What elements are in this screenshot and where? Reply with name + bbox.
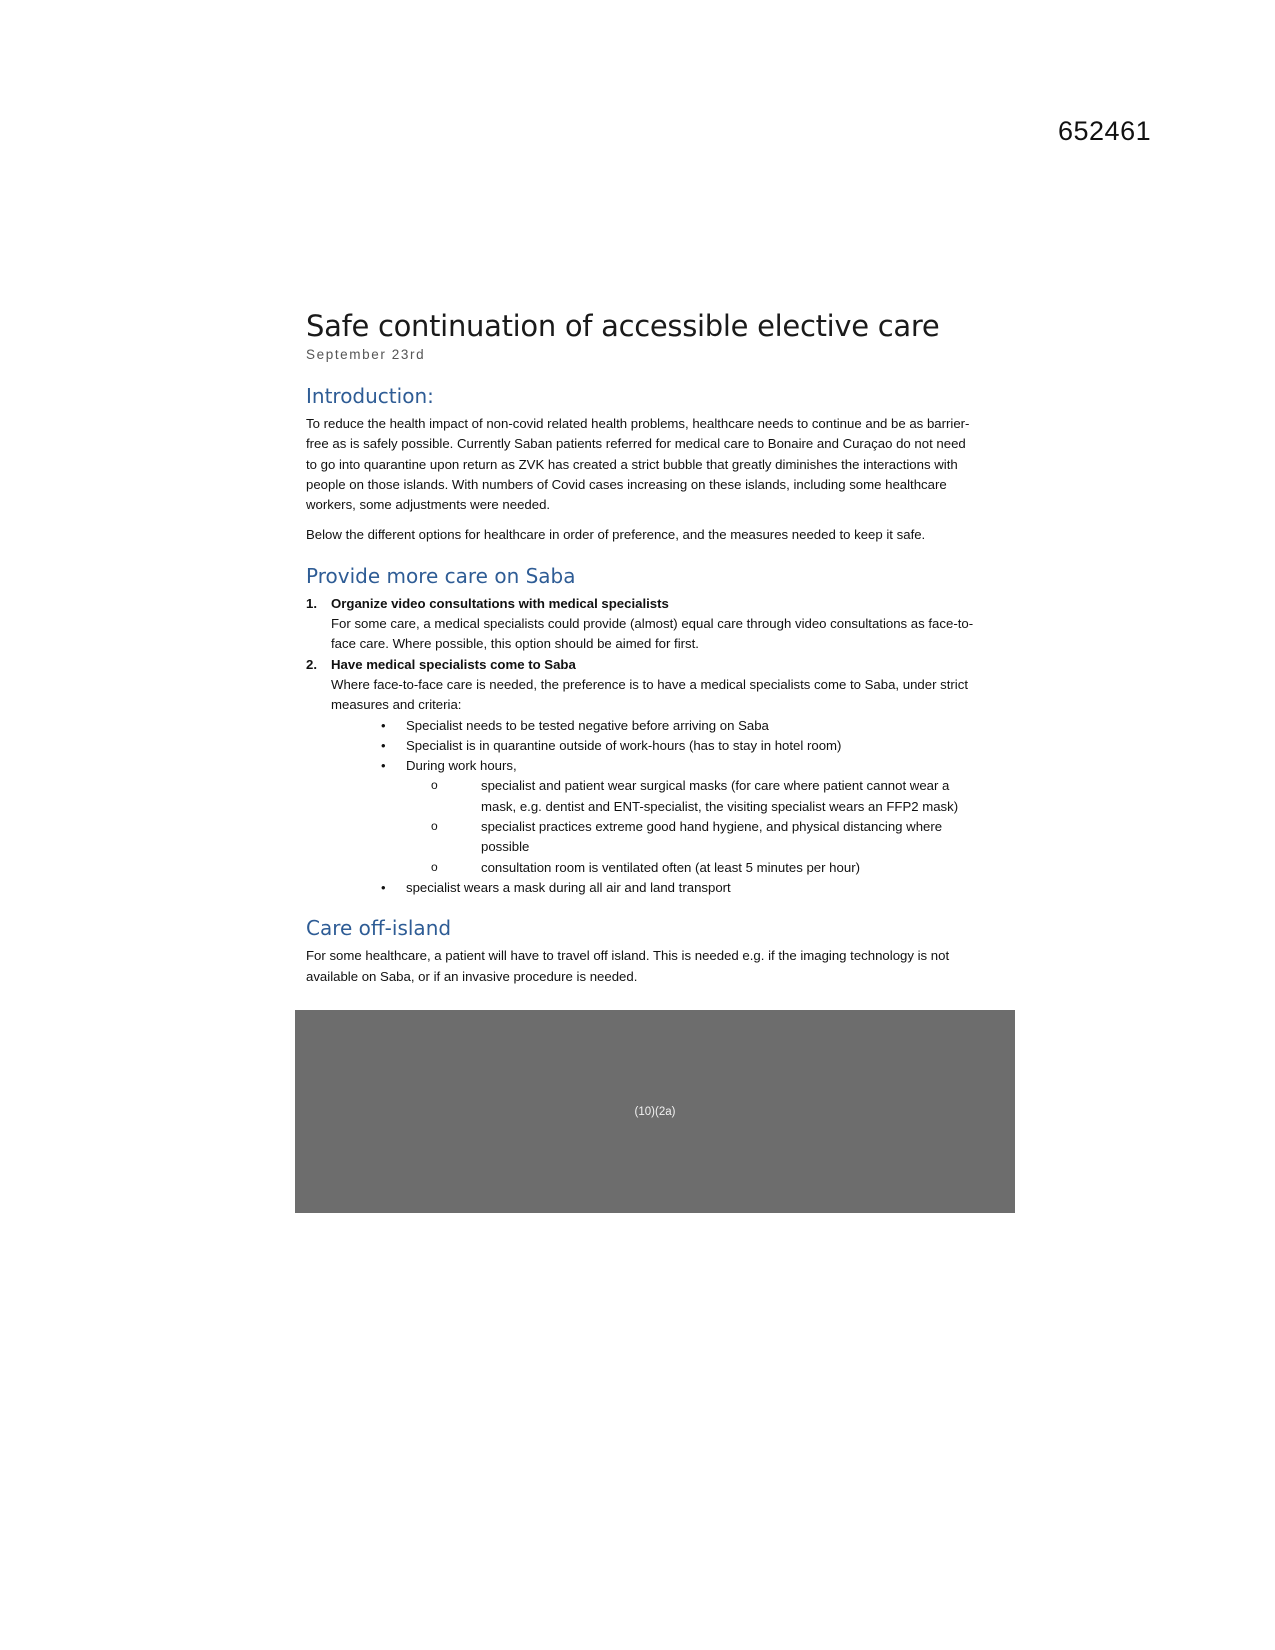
measures-list xyxy=(331,716,974,899)
list-item xyxy=(306,655,974,899)
list-item-heading: Organize video consultations with medical specialists xyxy=(331,595,669,611)
sub-bullet-item: o consultation room is ventilated often (at least 5 minutes per hour) xyxy=(456,858,974,878)
list-item-heading: Have medical specialists come to Saba xyxy=(331,656,576,672)
list-number: 1. xyxy=(306,595,317,611)
list-item-body: For some care, a medical specialists could provide (almost) equal care through video consultations as face-to-face care. Where possible, this option should be aimed for first. xyxy=(331,616,974,652)
list-item-body: Where face-to-face care is needed, the preference is to have a medical specialists come to Saba, under strict measures and criteria: xyxy=(331,676,968,713)
bullet-item: • Specialist is in quarantine outside of work-hours (has to stay in hotel room) xyxy=(406,736,974,756)
saba-care-heading: Provide more care on Saba xyxy=(306,563,576,588)
introduction-paragraph: To reduce the health impact of non-covid related health problems, healthcare needs to continue and be as barrier-free as is safely possible. Currently Saban patients referred for medical care to Bonaire and Curaçao do not need to go into quarantine upon return as ZVK has created a strict bubble that greatly diminishes the interactions with people on those islands. With numbers of Covid cases increasing on these islands, including some healthcare workers, some adjustments were needed. xyxy=(306,416,970,513)
redaction-label: (10)(2a) xyxy=(634,1105,676,1118)
bullet-item: • specialist wears a mask during all air and land transport xyxy=(406,878,974,898)
bullet-item: • Specialist needs to be tested negative before arriving on Saba xyxy=(406,716,974,736)
off-island-paragraph: For some healthcare, a patient will have to travel off island. This is needed e.g. if the imaging technology is not available on Saba, or if an invasive procedure is needed. xyxy=(306,948,950,984)
document-title: Safe continuation of accessible elective care xyxy=(306,309,940,343)
bullet-item: • During work hours, o specialist and patient wear surgical masks (for care where patient cannot wear a mask, e.g. dentist and ENT-specialist, the visiting specialist wears an FFP2 mask) o specialist practices extreme good hand hygiene, and physical distancing where possible o consultation room is ventilated often (at least 5 minutes per hour) xyxy=(406,756,974,878)
introduction-paragraph: Below the different options for healthcare in order of preference, and the measures needed to keep it safe. xyxy=(306,527,926,543)
off-island-section xyxy=(306,914,974,987)
list-item xyxy=(306,594,974,655)
care-options-list xyxy=(306,594,974,898)
off-island-heading: Care off-island xyxy=(306,916,452,941)
redacted-block xyxy=(295,1010,1015,1213)
saba-care-section xyxy=(306,562,974,898)
document-date: September 23rd xyxy=(306,347,426,362)
sub-bullet-item: o specialist practices extreme good hand hygiene, and physical distancing where possible xyxy=(456,817,974,858)
document-body xyxy=(306,306,974,1003)
introduction-section xyxy=(306,382,974,546)
document-number: 652461 xyxy=(1058,116,1152,146)
sub-bullet-item: o specialist and patient wear surgical masks (for care where patient cannot wear a mask, e.g. dentist and ENT-specialist, the visiting specialist wears an FFP2 mask) xyxy=(456,776,974,817)
list-number: 2. xyxy=(306,656,317,672)
work-hours-measures-list xyxy=(406,776,974,877)
introduction-heading: Introduction: xyxy=(306,384,434,408)
